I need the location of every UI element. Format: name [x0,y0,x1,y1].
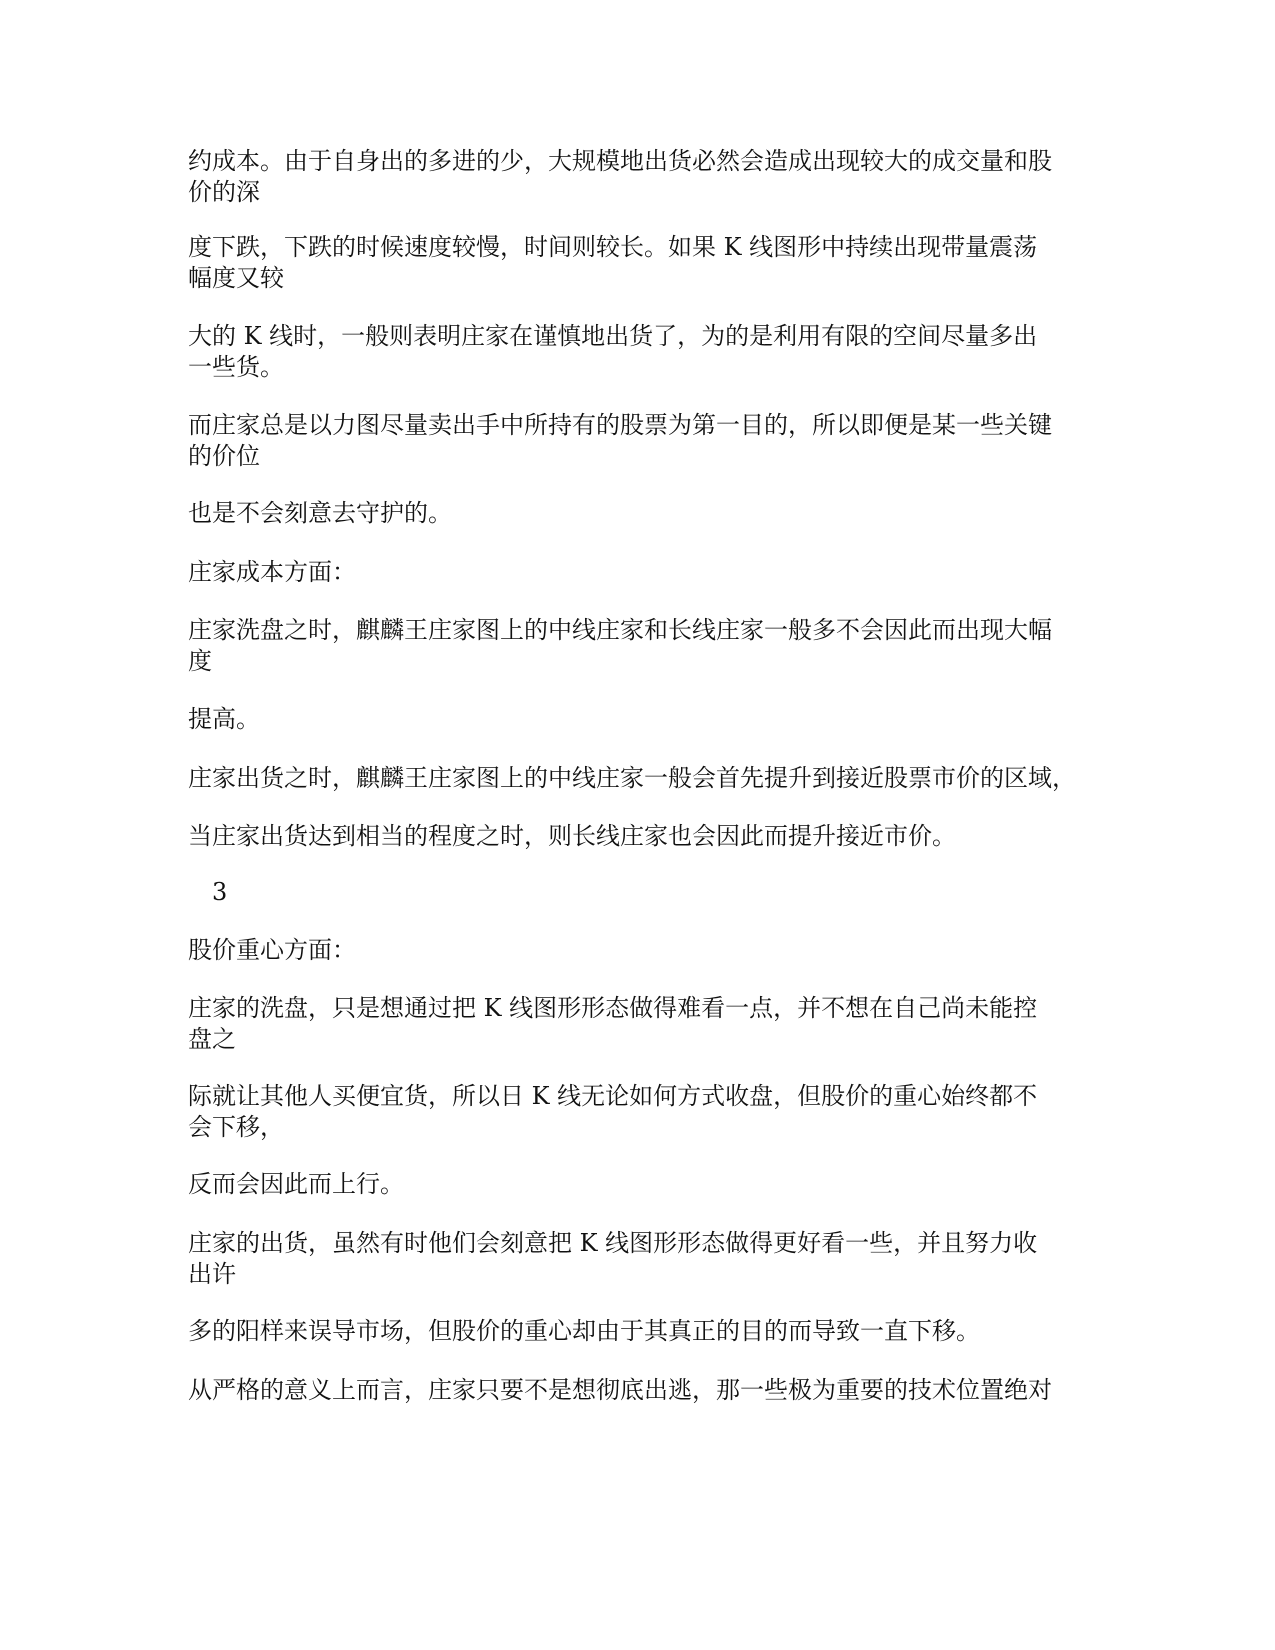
text-line: 幅度又较 [188,264,284,292]
text-line: 会下移， [188,1113,284,1141]
text-line: 庄家洗盘之时，麒麟王庄家图上的中线庄家和长线庄家一般多不会因此而出现大幅 [188,616,1052,644]
text-line: 股价重心方面： [188,936,356,964]
paragraph [188,1169,1088,1200]
text-line: 出许 [188,1260,236,1288]
text-line: 庄家出货之时，麒麟王庄家图上的中线庄家一般会首先提升到接近股票市价的区域， [188,764,1076,792]
text-line: 价的深 [188,178,260,206]
paragraph [188,615,1088,677]
text-line: 反而会因此而上行。 [188,1170,404,1198]
paragraph [188,498,1088,529]
paragraph [188,704,1088,735]
paragraph [188,993,1088,1055]
text-line: 盘之 [188,1025,236,1053]
paragraph [188,146,1088,208]
text-line: 提高。 [188,705,260,733]
text-line: 也是不会刻意去守护的。 [188,499,452,527]
paragraph [188,1081,1088,1143]
page-number: 3 [212,878,228,906]
section-heading [188,935,1088,966]
text-line: 约成本。由于自身出的多进的少，大规模地出货必然会造成出现较大的成交量和股 [188,147,1052,175]
text-line: 庄家的洗盘，只是想通过把 K 线图形形态做得难看一点，并不想在自己尚未能控 [188,994,1038,1022]
paragraph [188,1375,1088,1406]
paragraph [188,1228,1088,1290]
text-line: 度下跌，下跌的时候速度较慢，时间则较长。如果 K 线图形中持续出现带量震荡 [188,233,1038,261]
text-line: 度 [188,647,212,675]
text-line: 的价位 [188,442,260,470]
text-line: 从严格的意义上而言，庄家只要不是想彻底出逃，那一些极为重要的技术位置绝对 [188,1376,1052,1404]
text-line: 当庄家出货达到相当的程度之时，则长线庄家也会因此而提升接近市价。 [188,822,956,850]
text-line: 一些货。 [188,353,284,381]
paragraph [188,1316,1088,1347]
text-line: 庄家的出货，虽然有时他们会刻意把 K 线图形形态做得更好看一些，并且努力收 [188,1229,1038,1257]
paragraph [188,763,1088,794]
text-line: 多的阳样来误导市场，但股价的重心却由于其真正的目的而导致一直下移。 [188,1317,980,1345]
section-heading [188,557,1088,588]
text-line: 庄家成本方面： [188,558,356,586]
paragraph [188,410,1088,472]
paragraph [188,232,1088,294]
text-line: 大的 K 线时，一般则表明庄家在谨慎地出货了，为的是利用有限的空间尽量多出 [188,322,1038,350]
paragraph [188,821,1088,852]
text-line: 际就让其他人买便宜货，所以日 K 线无论如何方式收盘，但股价的重心始终都不 [188,1082,1038,1110]
text-line: 而庄家总是以力图尽量卖出手中所持有的股票为第一目的，所以即便是某一些关键 [188,411,1052,439]
paragraph [188,321,1088,383]
